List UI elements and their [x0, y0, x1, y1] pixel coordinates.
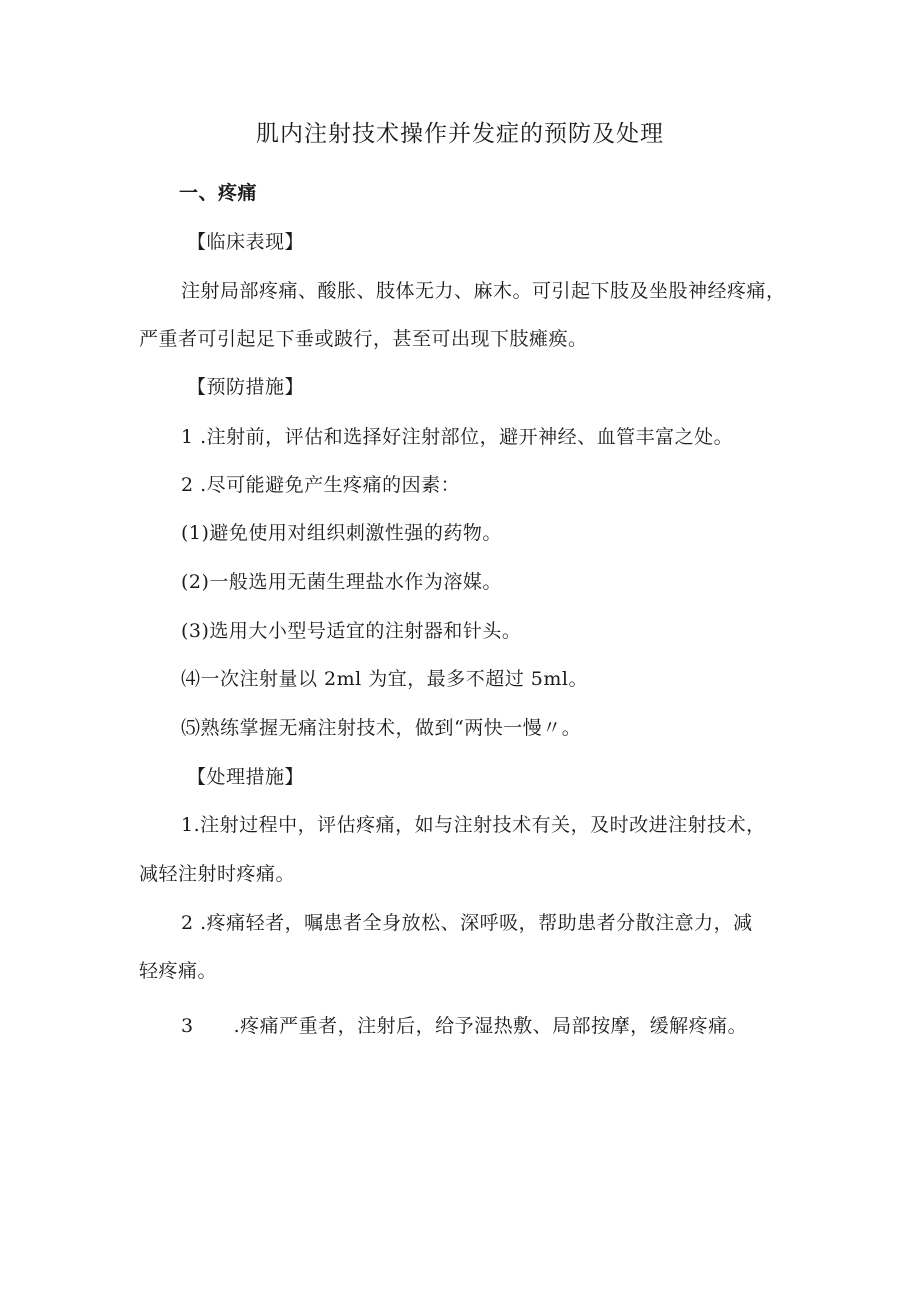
prevention-label: 【预防措施】	[187, 376, 305, 398]
treatment-label: 【处理措施】	[187, 766, 305, 788]
treatment-item-1-line1: 1.注射过程中，评估疼痛，如与注射技术有关，及时改进注射技术，	[181, 814, 766, 836]
section-heading-pain: 一、疼痛	[179, 182, 258, 204]
prevention-sub-2: (2)一般选用无菌生理盐水作为溶媒。	[181, 571, 502, 593]
prevention-item-1	[181, 425, 733, 449]
clinical-label: 【临床表现】	[187, 231, 305, 253]
prevention-item-2	[181, 473, 460, 497]
treatment-item-2-text: .疼痛轻者，嘱患者全身放松、深呼吸，帮助患者分散注意力，减	[200, 912, 753, 934]
clinical-text-line2: 严重者可引起足下垂或跛行，甚至可出现下肢瘫痪。	[139, 328, 588, 350]
prevention-item-2-text: .尽可能避免产生疼痛的因素：	[200, 474, 461, 496]
prevention-item-2-number: 2	[181, 474, 194, 496]
treatment-item-1-line2: 减轻注射时疼痛。	[139, 863, 296, 885]
prevention-sub-1: (1)避免使用对组织刺激性强的药物。	[181, 522, 502, 544]
treatment-item-2-line2: 轻疼痛。	[139, 960, 218, 982]
prevention-item-1-number: 1	[181, 426, 194, 448]
prevention-sub-3: (3)选用大小型号适宜的注射器和针头。	[181, 620, 522, 642]
prevention-sub-5: ⑸熟练掌握无痛注射技术，做到“两快一慢〃。	[181, 717, 582, 739]
treatment-item-3-number: 3	[181, 1015, 194, 1037]
prevention-sub-4: ⑷一次注射量以 2ml 为宜，最多不超过 5ml。	[181, 668, 588, 690]
prevention-item-1-text: .注射前，评估和选择好注射部位，避开神经、血管丰富之处。	[200, 426, 734, 448]
treatment-item-3-text: .疼痛严重者，注射后，给予湿热敷、局部按摩，缓解疼痛。	[233, 1015, 748, 1037]
treatment-item-2-number: 2	[181, 912, 194, 934]
clinical-text-line1: 注射局部疼痛、酸胀、肢体无力、麻木。可引起下肢及坐股神经疼痛，	[181, 280, 786, 302]
treatment-item-3	[181, 1014, 747, 1038]
treatment-item-2-line1	[181, 911, 753, 935]
document-title: 肌内注射技术操作并发症的预防及处理	[256, 121, 664, 147]
